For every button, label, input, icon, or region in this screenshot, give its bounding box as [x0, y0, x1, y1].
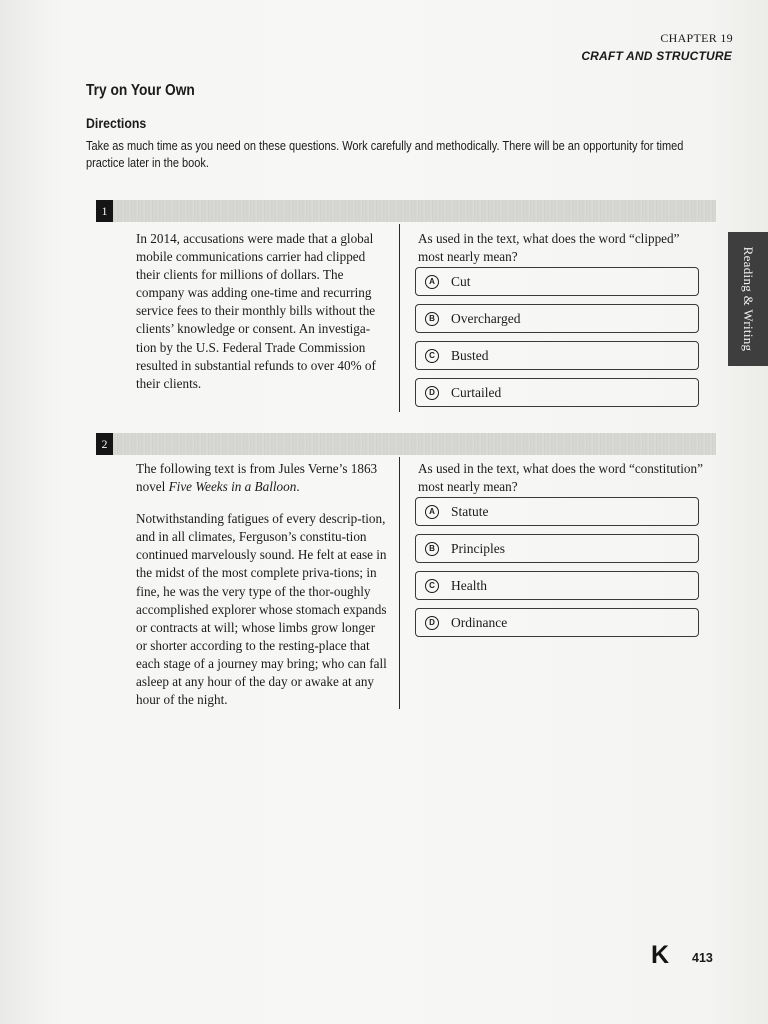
choice-letter-circle: D — [425, 616, 439, 630]
directions-text: Take as much time as you need on these questions. Work carefully and methodically. There will be an opportunity for timed practice later in the book. — [86, 139, 684, 170]
question-2-passage — [136, 460, 388, 721]
section-side-tab — [728, 232, 768, 366]
passage-text: In 2014, accusations were made that a global mobile communications carrier had clipped their clients for millions of dollars. The company was adding one-time and recurring service fees to their monthly bills without the clients’ knowledge or consent. An investiga-tion by the U.S. Federal Trade Commission resulted in substantial refunds to over 40% of their clients. — [136, 231, 376, 391]
question-2-stem: As used in the text, what does the word “constitution” most nearly mean? — [418, 461, 703, 495]
choice-letter-circle: D — [425, 386, 439, 400]
choice-letter-circle: C — [425, 349, 439, 363]
question-1-passage — [136, 230, 388, 405]
question-1-stem: As used in the text, what does the word “clipped” most nearly mean? — [418, 231, 680, 265]
question-2-choices — [415, 497, 699, 645]
column-divider — [399, 457, 400, 709]
choice-text: Statute — [451, 503, 489, 519]
passage-text: Notwithstanding fatigues of every descrip-tion, and in all climates, Ferguson’s constitu-tion continued marvelously sound. He felt at ease in the midst of the most complete priva-tions; in fine, he was the very type of the thor-oughly accomplished explorer whose stomach expands or contracts at will; whose limbs grow longer or shorter according to the resting-place that each stage of a journey may bring; who can fall asleep at any hour of the day or awake at any hour of the night. — [136, 511, 387, 708]
answer-choice[interactable] — [415, 304, 699, 333]
directions-heading: Directions — [86, 115, 147, 131]
answer-choice[interactable] — [415, 267, 699, 296]
choice-letter-circle: A — [425, 275, 439, 289]
chapter-title: CRAFT AND STRUCTURE — [581, 49, 732, 63]
choice-letter-circle: B — [425, 312, 439, 326]
choice-text: Principles — [451, 540, 505, 556]
choice-text: Cut — [451, 273, 471, 289]
column-divider — [399, 224, 400, 412]
question-header-band — [96, 433, 716, 455]
publisher-logo: K — [651, 941, 670, 969]
question-1-choices — [415, 267, 699, 415]
answer-choice[interactable] — [415, 534, 699, 563]
section-title: Try on Your Own — [86, 82, 195, 99]
passage-source-prefix: The following text is from Jules Verne’s 1863 novel — [136, 461, 378, 495]
page-number: 413 — [692, 951, 713, 965]
answer-choice[interactable] — [415, 608, 699, 637]
answer-choice[interactable] — [415, 378, 699, 407]
answer-choice[interactable] — [415, 497, 699, 526]
passage-source-suffix: . — [296, 479, 300, 495]
choice-text: Busted — [451, 347, 489, 363]
question-number: 1 — [96, 200, 113, 222]
choice-text: Overcharged — [451, 310, 521, 326]
answer-choice[interactable] — [415, 341, 699, 370]
answer-choice[interactable] — [415, 571, 699, 600]
choice-text: Health — [451, 577, 487, 593]
choice-text: Curtailed — [451, 384, 502, 400]
choice-letter-circle: A — [425, 505, 439, 519]
choice-text: Ordinance — [451, 614, 508, 630]
question-header-band — [96, 200, 716, 222]
passage-source-line — [136, 460, 388, 496]
side-tab-label: Reading & Writing — [741, 246, 756, 352]
passage-source-title: Five Weeks in a Balloon — [168, 479, 297, 495]
question-number: 2 — [96, 433, 113, 455]
choice-letter-circle: C — [425, 579, 439, 593]
choice-letter-circle: B — [425, 542, 439, 556]
chapter-number: CHAPTER 19 — [660, 31, 733, 45]
